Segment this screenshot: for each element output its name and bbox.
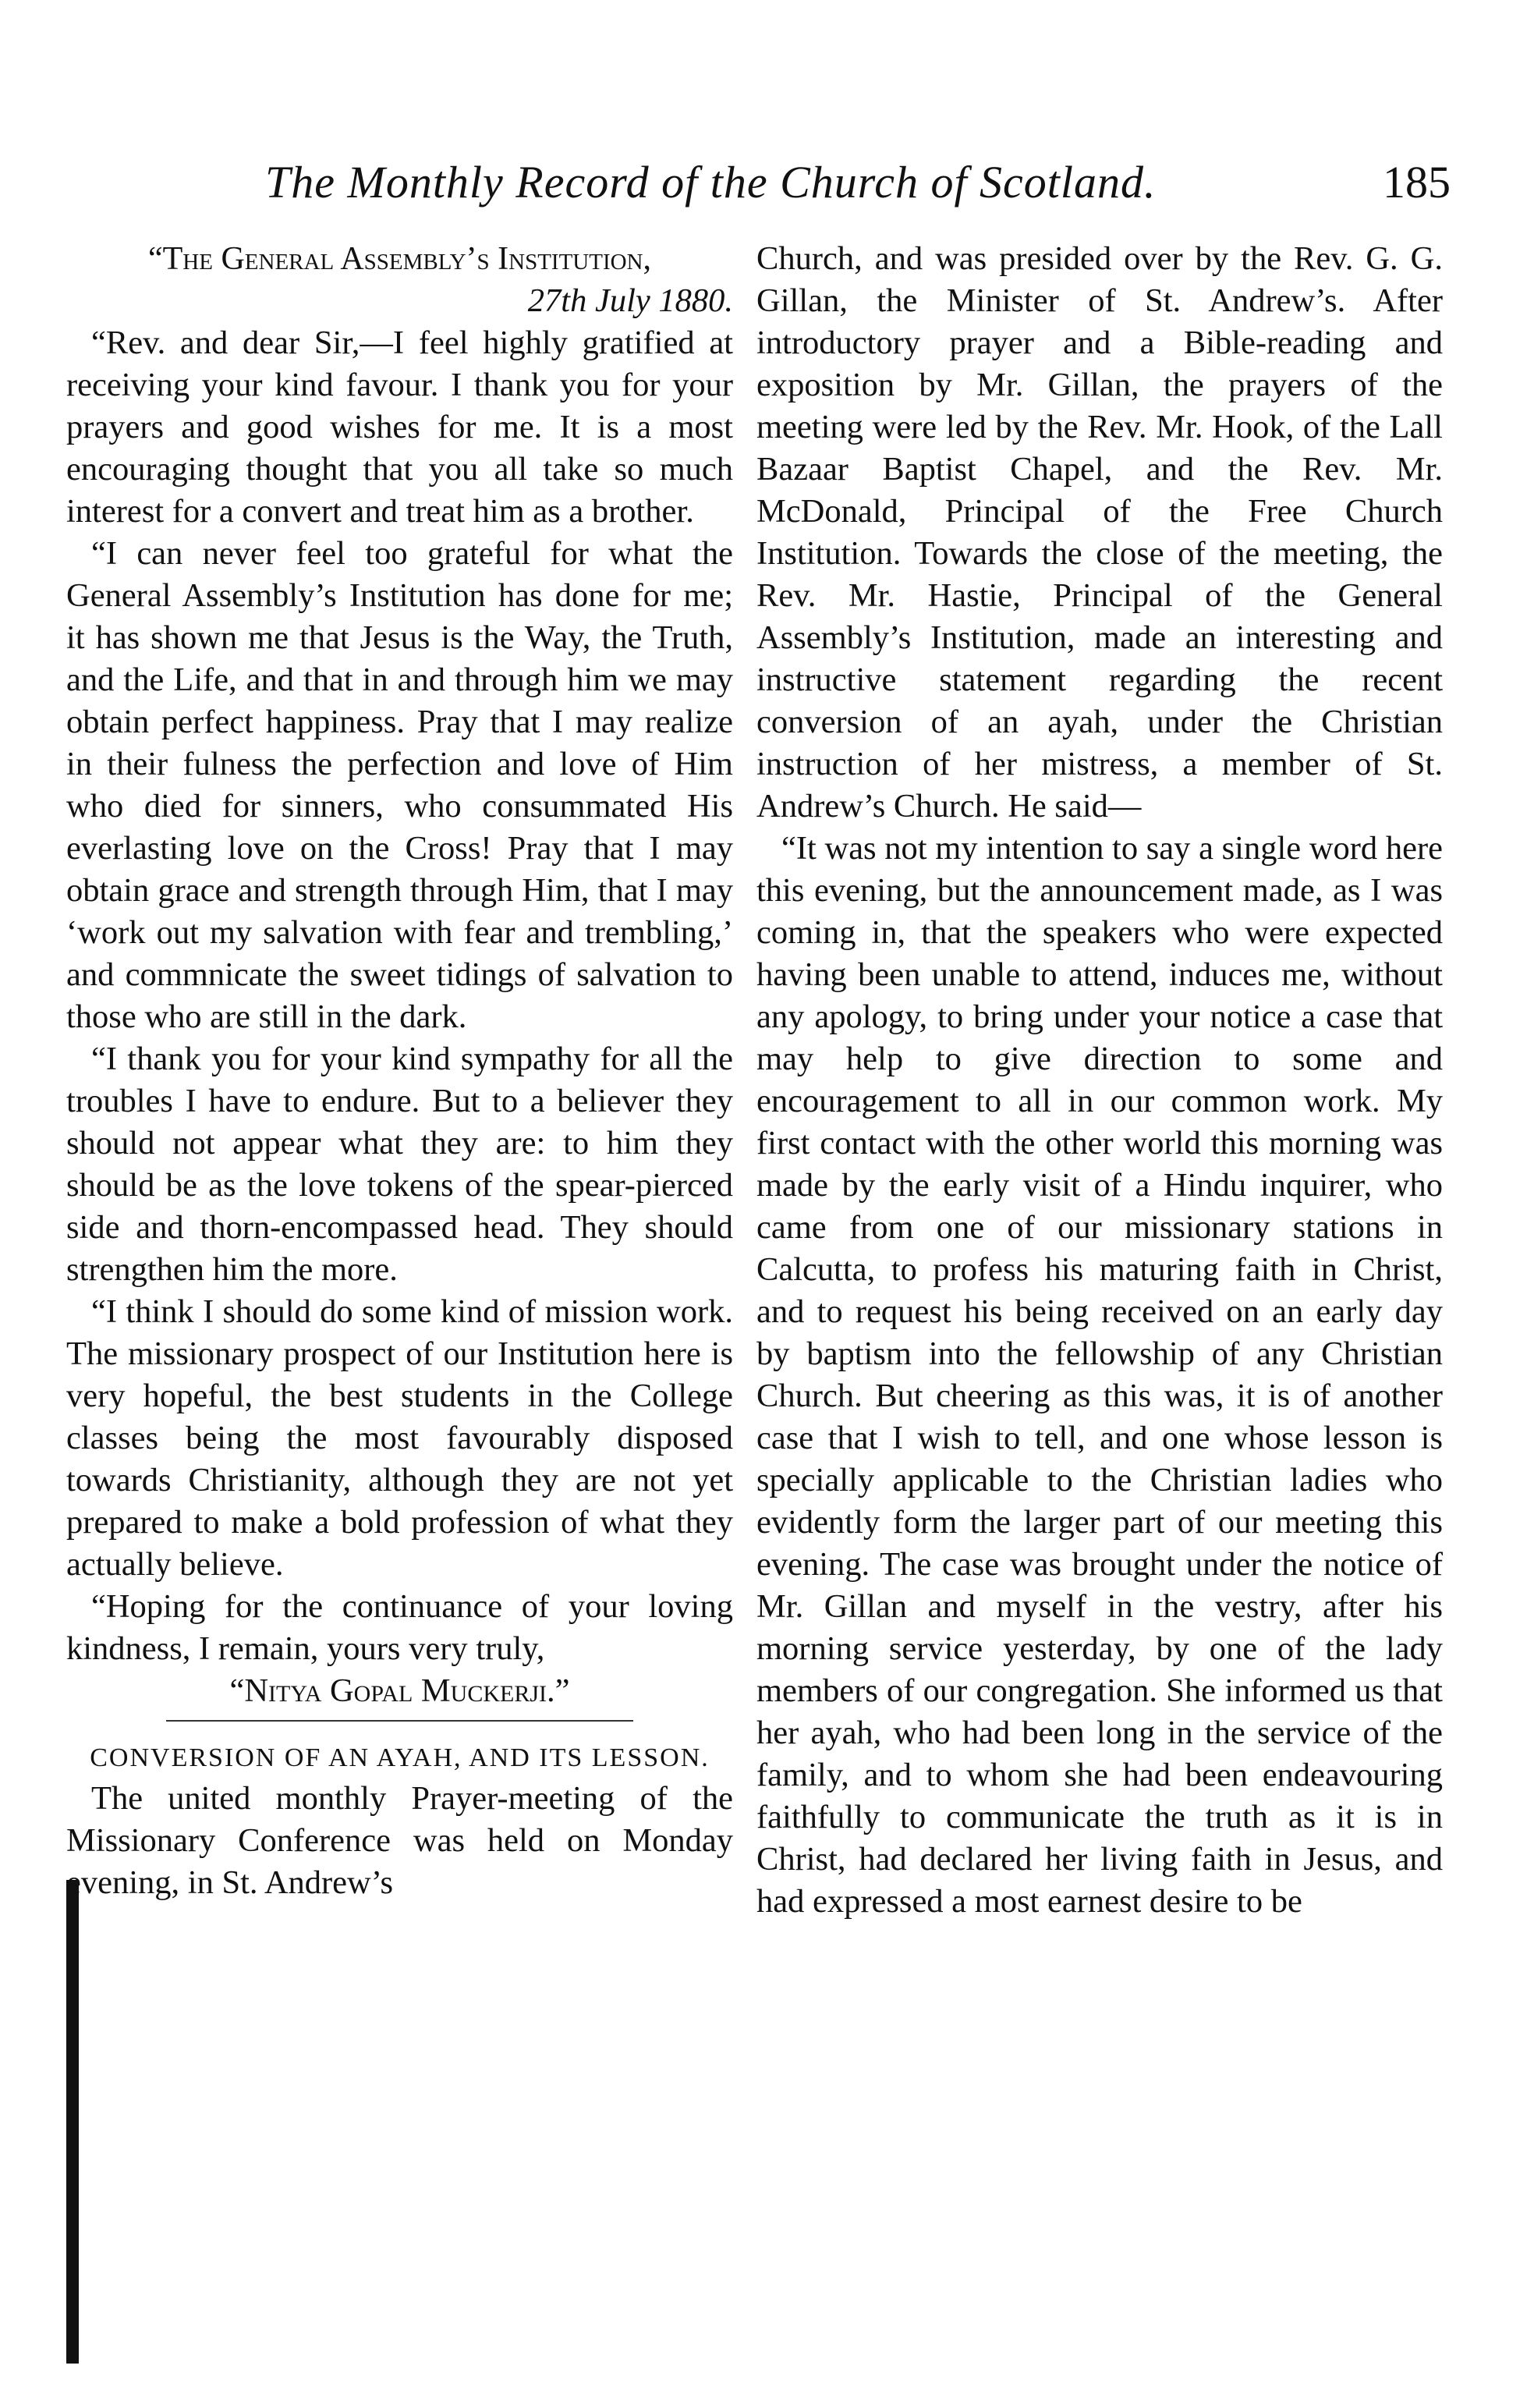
letter-paragraph: “I think I should do some kind of mission work. The missionary prospect of our Institution here is very hopeful, the best students in the College classes being the most favourably disposed towards Christianity, although they are not yet prepared to make a bold profession of what they actually believe. [66, 1293, 733, 1583]
section-divider [166, 1720, 633, 1722]
left-column [66, 238, 733, 1904]
article-paragraph: “It was not my intention to say a single word here this evening, but the announcement made, as I was coming in, that the speakers who were expected having been unable to attend, induces me, without any apology, to bring under your notice a case that may help to give direction to some and encouragement to all in our common work. My first contact with the other world this morning was made by the early visit of a Hindu inquirer, who came from one of our missionary stations in Calcutta, to profess his maturing faith in Christ, and to request his being received on an early day by baptism into the fellowship of any Christian Church. But cheering as this was, it is of another case that I wish to tell, and one whose lesson is specially applicable to the Christian ladies who evidently form the larger part of our meeting this evening. The case was brought under the notice of Mr. Gillan and myself in the vestry, after his morning service yesterday, by one of the lady members of our congregation. She informed us that her ayah, who had been long in the service of the family, and to whom she had been endeavouring faithfully to communicate the truth as it is in Christ, had declared her living faith in Jesus, and had expressed a most earnest desire to be [756, 830, 1443, 1920]
letter-date [66, 280, 733, 322]
article-paragraph: Church, and was presided over by the Rev. G. G. Gillan, the Minister of St. Andrew’s. After introductory prayer and a Bible-reading and exposition by Mr. Gillan, the prayers of the meeting were led by the Rev. Mr. Hook, of the Lall Bazaar Baptist Chapel, and the Rev. Mr. McDonald, Principal of the Free Church Institution. Towards the close of the meeting, the Rev. Mr. Hastie, Principal of the General Assembly’s Institution, made an interesting and instructive statement regarding the recent conversion of an ayah, under the Christian instruction of her mistress, a member of St. Andrew’s Church. He said— [756, 240, 1443, 825]
article-paragraph: The united monthly Prayer-meeting of the Missionary Conference was held on Monday evening, in St. Andrew’s [66, 1780, 733, 1901]
running-header [187, 156, 1451, 226]
letter-heading: “The General Assembly’s Institution, [148, 241, 651, 277]
letter-paragraph: “I can never feel too grateful for what the General Assembly’s Institution has done for me; it has shown me that Jesus is the Way, the Truth, and the Life, and that in and through him we may obtain perfect happiness. Pray that I may realize in their fulness the perfection and love of Him who died for sinners, who consummated His everlasting love on the Cross! Pray that I may obtain grace and strength through Him, that I may ‘work out my salvation with fear and trembling,’ and commnicate the sweet tidings of salvation to those who are still in the dark. [66, 535, 733, 1035]
letter-paragraph: “Rev. and dear Sir,—I feel highly gratified at receiving your kind favour. I thank you for your prayers and good wishes for me. It is a most encouraging thought that you all take so much interest for a convert and treat him as a brother. [66, 324, 733, 530]
letter-signature: “Nitya Gopal Muckerji.” [229, 1672, 570, 1709]
letter-paragraph: “I thank you for your kind sympathy for all the troubles I have to endure. But to a believer they should not appear what they are: to him they should be as the love tokens of the spear-pierced side and thorn-encompassed head. They should strengthen him the more. [66, 1041, 733, 1288]
letter-paragraph: “Hoping for the continuance of your loving kindness, I remain, yours very truly, [66, 1588, 733, 1667]
running-title: The Monthly Record of the Church of Scotland. [265, 157, 1157, 207]
binding-shadow [66, 1880, 79, 2364]
letter-date-text: 27th July 1880. [527, 282, 733, 319]
page-number: 185 [1383, 157, 1451, 207]
article-subheading: CONVERSION OF AN AYAH, AND ITS LESSON. [90, 1743, 710, 1772]
right-column [756, 238, 1443, 1923]
